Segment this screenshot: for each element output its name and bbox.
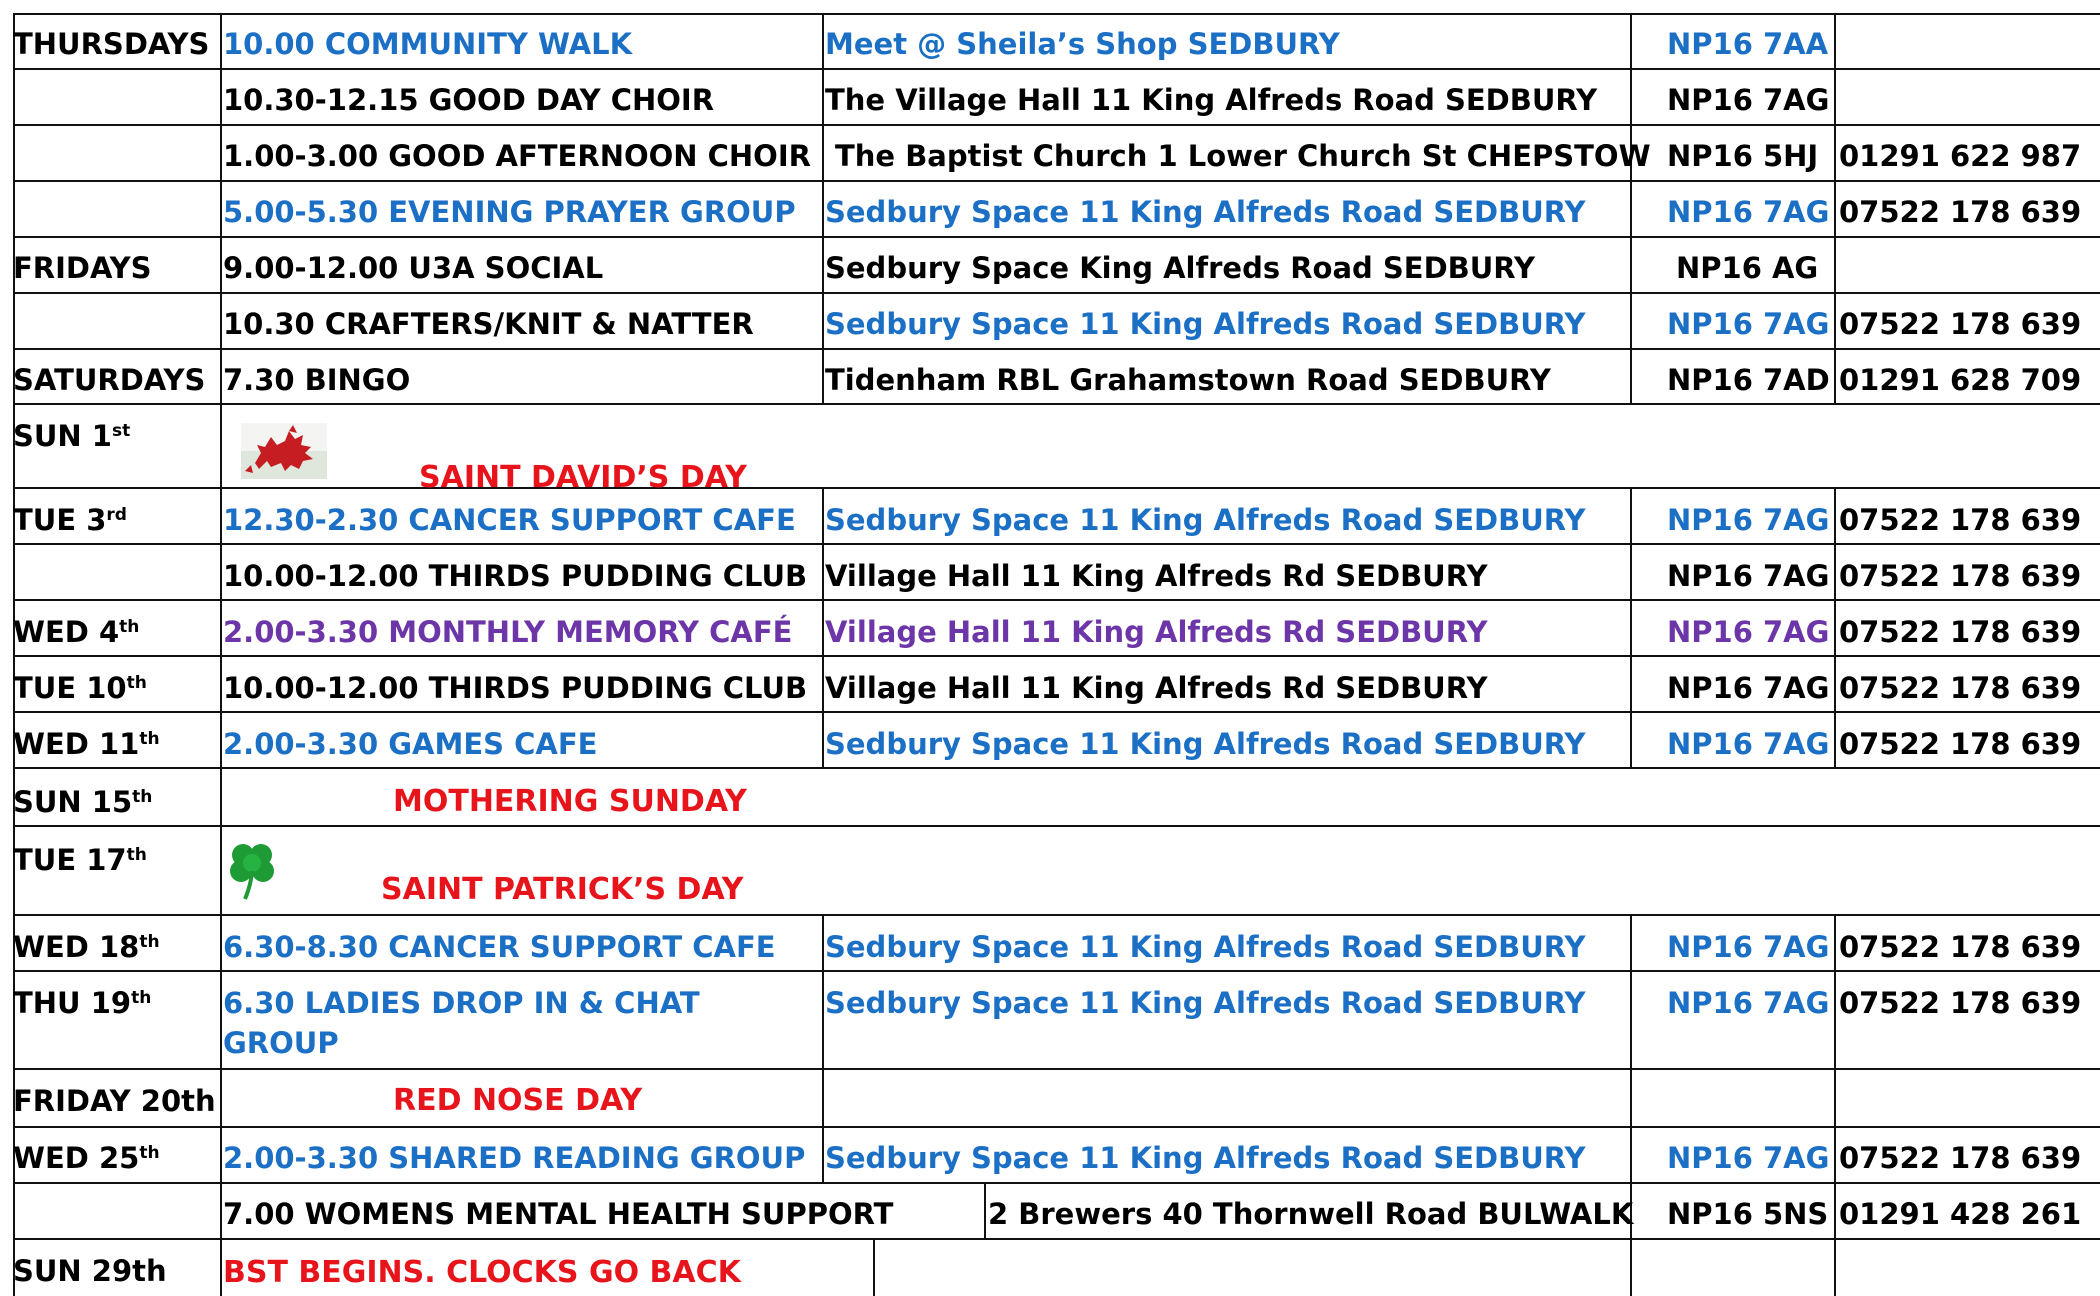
venue-cell: Sedbury Space 11 King Alfreds Road SEDBURY <box>825 307 1586 341</box>
event-cell: BST BEGINS. CLOCKS GO BACK <box>223 1255 741 1290</box>
phone-cell: 07522 178 639 <box>1839 930 2082 964</box>
postcode-cell: NP16 7AG <box>1667 503 1830 537</box>
column-divider <box>873 1238 875 1296</box>
postcode-cell: NP16 7AG <box>1667 1141 1830 1175</box>
postcode-cell: NP16 7AG <box>1667 727 1830 761</box>
event-cell: 2.00-3.30 GAMES CAFE <box>223 727 598 761</box>
phone-cell: 07522 178 639 <box>1839 671 2082 705</box>
row-divider <box>13 599 2100 601</box>
events-schedule-table <box>13 13 2100 1296</box>
row-divider <box>13 236 2100 238</box>
row-divider <box>13 1068 2100 1070</box>
row-divider <box>13 1182 2100 1184</box>
phone-cell: 07522 178 639 <box>1839 1141 2082 1175</box>
column-divider <box>1834 13 1836 403</box>
event-cell: SAINT PATRICK’S DAY <box>381 872 744 907</box>
column-divider <box>822 13 824 403</box>
postcode-cell: NP16 7AG <box>1667 615 1830 649</box>
day-cell: SATURDAYS <box>13 363 206 397</box>
shamrock-icon <box>225 839 281 901</box>
row-divider <box>13 655 2100 657</box>
column-divider <box>1630 13 1632 403</box>
event-cell: 9.00-12.00 U3A SOCIAL <box>223 251 604 285</box>
row-divider <box>13 711 2100 713</box>
event-cell: 6.30-8.30 CANCER SUPPORT CAFE <box>223 930 776 964</box>
phone-cell: 01291 428 261 <box>1839 1197 2082 1231</box>
postcode-cell: NP16 7AG <box>1667 559 1830 593</box>
phone-cell: 01291 628 709 <box>1839 363 2082 397</box>
row-divider <box>13 914 2100 916</box>
postcode-cell: NP16 7AA <box>1667 27 1829 61</box>
event-cell: 6.30 LADIES DROP IN & CHAT GROUP <box>223 986 700 1060</box>
day-cell: SUN 29th <box>13 1254 167 1288</box>
row-divider <box>13 348 2100 350</box>
phone-cell: 01291 622 987 <box>1839 139 2082 173</box>
day-cell: FRIDAY 20th <box>13 1084 216 1118</box>
event-cell: 12.30-2.30 CANCER SUPPORT CAFE <box>223 503 796 537</box>
postcode-cell: NP16 5NS <box>1667 1197 1829 1231</box>
event-cell: RED NOSE DAY <box>393 1083 643 1118</box>
event-cell: 10.00-12.00 THIRDS PUDDING CLUB <box>223 671 808 705</box>
day-cell: THURSDAYS <box>13 27 210 61</box>
venue-cell: Sedbury Space 11 King Alfreds Road SEDBURY <box>825 1141 1586 1175</box>
venue-cell: Village Hall 11 King Alfreds Rd SEDBURY <box>825 559 1488 593</box>
day-cell: WED 18th <box>13 930 160 964</box>
phone-cell: 07522 178 639 <box>1839 559 2082 593</box>
postcode-cell: NP16 7AG <box>1667 930 1830 964</box>
venue-cell: Sedbury Space 11 King Alfreds Road SEDBURY <box>825 727 1586 761</box>
day-cell: WED 11th <box>13 727 160 761</box>
postcode-cell: NP16 7AG <box>1667 986 1830 1020</box>
event-cell: 2.00-3.30 SHARED READING GROUP <box>223 1141 806 1175</box>
event-cell: 1.00-3.00 GOOD AFTERNOON CHOIR <box>223 139 811 173</box>
venue-cell: 2 Brewers 40 Thornwell Road BULWALK <box>988 1197 1634 1231</box>
row-divider <box>13 1126 2100 1128</box>
phone-cell: 07522 178 639 <box>1839 307 2082 341</box>
row-divider <box>13 292 2100 294</box>
day-cell: SUN 15th <box>13 785 153 819</box>
row-divider <box>13 180 2100 182</box>
postcode-cell: NP16 5HJ <box>1667 139 1819 173</box>
day-cell: TUE 3rd <box>13 503 127 537</box>
column-divider <box>822 914 824 1182</box>
venue-cell: Sedbury Space King Alfreds Road SEDBURY <box>825 251 1536 285</box>
day-cell: WED 25th <box>13 1141 160 1175</box>
column-divider <box>822 487 824 767</box>
event-cell: 10.30 CRAFTERS/KNIT & NATTER <box>223 307 754 341</box>
column-divider <box>984 1182 986 1238</box>
column-divider <box>1630 914 1632 1296</box>
welsh-dragon-icon <box>241 423 327 479</box>
venue-cell: Sedbury Space 11 King Alfreds Road SEDBURY <box>825 503 1586 537</box>
venue-cell: Meet @ Sheila’s Shop SEDBURY <box>825 27 1340 61</box>
phone-cell: 07522 178 639 <box>1839 727 2082 761</box>
column-divider <box>1834 914 1836 1296</box>
event-cell: 2.00-3.30 MONTHLY MEMORY CAFÉ <box>223 615 793 649</box>
venue-cell: Village Hall 11 King Alfreds Rd SEDBURY <box>825 671 1488 705</box>
postcode-cell: NP16 AG <box>1676 251 1819 285</box>
event-cell: 10.30-12.15 GOOD DAY CHOIR <box>223 83 715 117</box>
venue-cell: The Village Hall 11 King Alfreds Road SEDBURY <box>825 83 1598 117</box>
event-cell: MOTHERING SUNDAY <box>393 784 747 819</box>
postcode-cell: NP16 7AG <box>1667 195 1830 229</box>
event-cell: 10.00-12.00 THIRDS PUDDING CLUB <box>223 559 808 593</box>
column-divider <box>1630 487 1632 767</box>
venue-cell: Sedbury Space 11 King Alfreds Road SEDBURY <box>825 986 1586 1020</box>
day-cell: THU 19th <box>13 986 152 1020</box>
venue-cell: Tidenham RBL Grahamstown Road SEDBURY <box>825 363 1551 397</box>
phone-cell: 07522 178 639 <box>1839 195 2082 229</box>
row-divider <box>13 767 2100 769</box>
event-cell: 10.00 COMMUNITY WALK <box>223 27 633 61</box>
row-divider <box>13 487 2100 489</box>
row-divider <box>13 1238 2100 1240</box>
day-cell: WED 4th <box>13 615 140 649</box>
phone-cell: 07522 178 639 <box>1839 986 2082 1020</box>
phone-cell: 07522 178 639 <box>1839 503 2082 537</box>
postcode-cell: NP16 7AG <box>1667 671 1830 705</box>
event-cell: SAINT DAVID’S DAY <box>419 460 747 495</box>
venue-cell: Village Hall 11 King Alfreds Rd SEDBURY <box>825 615 1488 649</box>
event-cell: 5.00-5.30 EVENING PRAYER GROUP <box>223 195 796 229</box>
column-divider <box>220 13 222 1296</box>
postcode-cell: NP16 7AG <box>1667 83 1830 117</box>
row-divider <box>13 124 2100 126</box>
phone-cell: 07522 178 639 <box>1839 615 2082 649</box>
column-divider <box>1834 487 1836 767</box>
day-cell: FRIDAYS <box>13 251 152 285</box>
event-cell: 7.30 BINGO <box>223 363 411 397</box>
row-divider <box>13 543 2100 545</box>
day-cell: TUE 10th <box>13 671 147 705</box>
row-divider <box>13 68 2100 70</box>
row-divider <box>13 403 2100 405</box>
venue-cell: Sedbury Space 11 King Alfreds Road SEDBURY <box>825 930 1586 964</box>
row-divider <box>13 970 2100 972</box>
postcode-cell: NP16 7AG <box>1667 307 1830 341</box>
day-cell: TUE 17th <box>13 843 147 877</box>
venue-cell: Sedbury Space 11 King Alfreds Road SEDBURY <box>825 195 1586 229</box>
row-divider <box>13 13 2100 15</box>
postcode-cell: NP16 7AD <box>1667 363 1830 397</box>
row-divider <box>13 825 2100 827</box>
day-cell: SUN 1st <box>13 419 131 453</box>
event-cell: 7.00 WOMENS MENTAL HEALTH SUPPORT <box>223 1197 894 1231</box>
venue-cell: The Baptist Church 1 Lower Church St CHEPSTOW <box>835 139 1651 173</box>
